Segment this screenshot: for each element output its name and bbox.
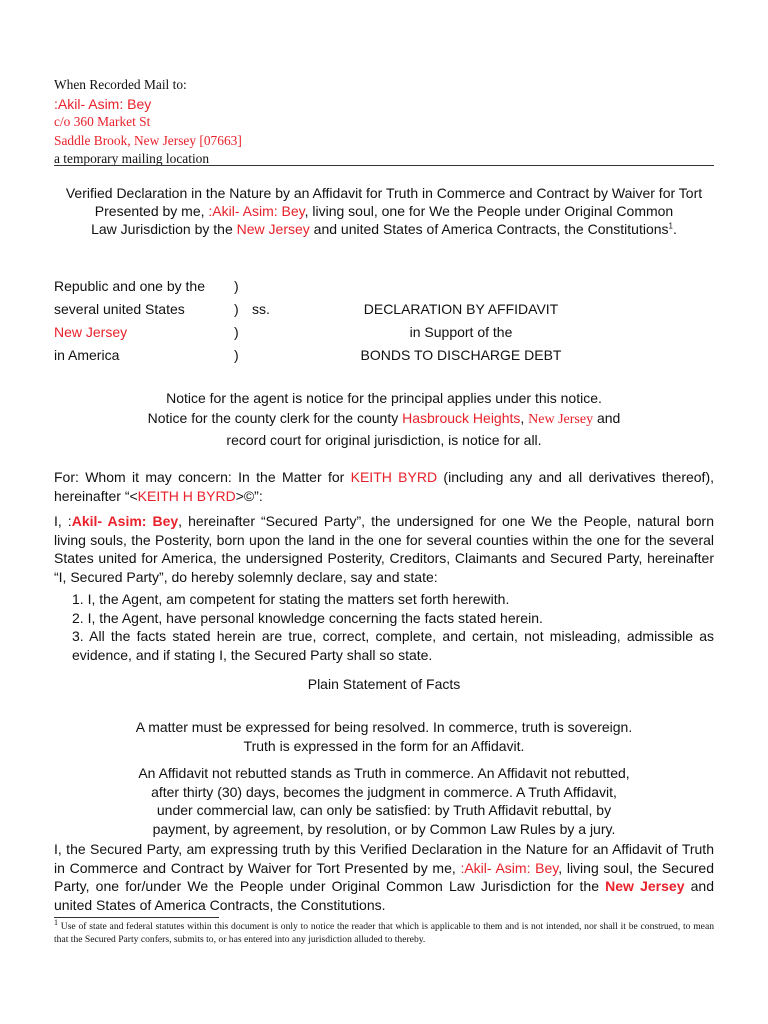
- footnote: $^1$ Use of state and federal statutes within this document is only to notice the reader that which is applicable to them and is not intended, nor shall it be construed, to mean that the Secured Party confers, submits to, or has entered into any jurisdiction alluded to thereby.: [54, 917, 714, 945]
- caption-row: in America ) BONDS TO DISCHARGE DEBT: [54, 347, 562, 363]
- footnote-rule: [54, 917, 219, 918]
- declaration-heading: DECLARATION BY AFFIDAVIT: [363, 301, 559, 317]
- address-note: a temporary mailing location: [54, 151, 210, 166]
- header-rule: [54, 165, 714, 166]
- address-street: c/o 360 Market St: [54, 114, 151, 129]
- address-name: :Akil- Asim: Bey: [54, 95, 152, 112]
- address-city: Saddle Brook, New Jersey [07663]: [54, 132, 242, 148]
- return-address: [54, 76, 242, 169]
- closing-paragraph: I, the Secured Party, am expressing truth by this Verified Declaration in the Nature for an Affidavit of Truth in Commerce and Contract by Waiver for Tort Presented by me, :Akil- Asim: Bey, living soul, the Secured Party, one for/under We the People under Original Common Law Jurisdiction for the New Jersey and united States of America Contracts, the Constitutions.: [54, 841, 715, 913]
- notice-block: Notice for the agent is notice for the principal applies under this notice. Notice for the county clerk for the county Hasbrouck Heights, New Jersey and record court for original jurisdiction, is notice for all.: [147, 390, 621, 448]
- section-heading: Plain Statement of Facts: [307, 676, 461, 692]
- affidavit-block: An Affidavit not rebutted stands as Truth in commerce. An Affidavit not rebutted, after thirty (30) days, becomes the judgment in commerce. A Truth Affidavit, under commercial law, can only be satisfied: by Truth Affidavit rebuttal, by payment, by agreement, by resolution, or by Common Law Rules by a jury.: [138, 765, 630, 837]
- venue-caption: [54, 278, 714, 370]
- footnote-ref: 1: [668, 221, 673, 231]
- list-item: 2. I, the Agent, have personal knowledge concerning the facts stated herein.: [72, 609, 543, 626]
- statement-list: [72, 590, 714, 664]
- truth-block: A matter must be expressed for being resolved. In commerce, truth is sovereign. Truth is expressed in the form for an Affidavit.: [135, 719, 633, 754]
- list-item: 3. All the facts stated herein are true, correct, complete, and certain, not misleading, admissible as evidence, and if stating I, the Secured Party shall so state.: [72, 628, 714, 663]
- matter-paragraph: For: Whom it may concern: In the Matter for KEITH BYRD (including any and all derivatives thereof), hereinafter “<KEITH H BYRD>©”:: [54, 469, 715, 504]
- secured-party-paragraph: I, :Akil- Asim: Bey, hereinafter “Secured Party”, the undersigned for one We the People, natural born living souls, the Posterity, born upon the land in the one for several counties within the one for the several States united for America, the undersigned Posterity, Creditors, Claimants and Secured Party, hereinafter “I, Secured Party”, do hereby solemnly declare, say and state:: [54, 513, 714, 585]
- list-item: 1. I, the Agent, am competent for stating the matters set forth herewith.: [72, 591, 510, 607]
- county-name: Hasbrouck Heights: [402, 410, 521, 426]
- document-title: Verified Declaration in the Nature by an Affidavit for Truth in Commerce and Contract by Waiver for Tort Presented by me, :Akil- Asim: Bey, living soul, one for We the People under Original Common Law Jurisdiction by the New Jersey and united States of America Contracts, the Constitutions$^1$.: [65, 185, 703, 237]
- caption-row: Republic and one by the ): [54, 278, 239, 294]
- caption-row: New Jersey ) in Support of the: [54, 324, 513, 340]
- address-label: When Recorded Mail to:: [54, 77, 187, 92]
- caption-row: several united States ) ss. DECLARATION BY AFFIDAVIT: [54, 301, 714, 324]
